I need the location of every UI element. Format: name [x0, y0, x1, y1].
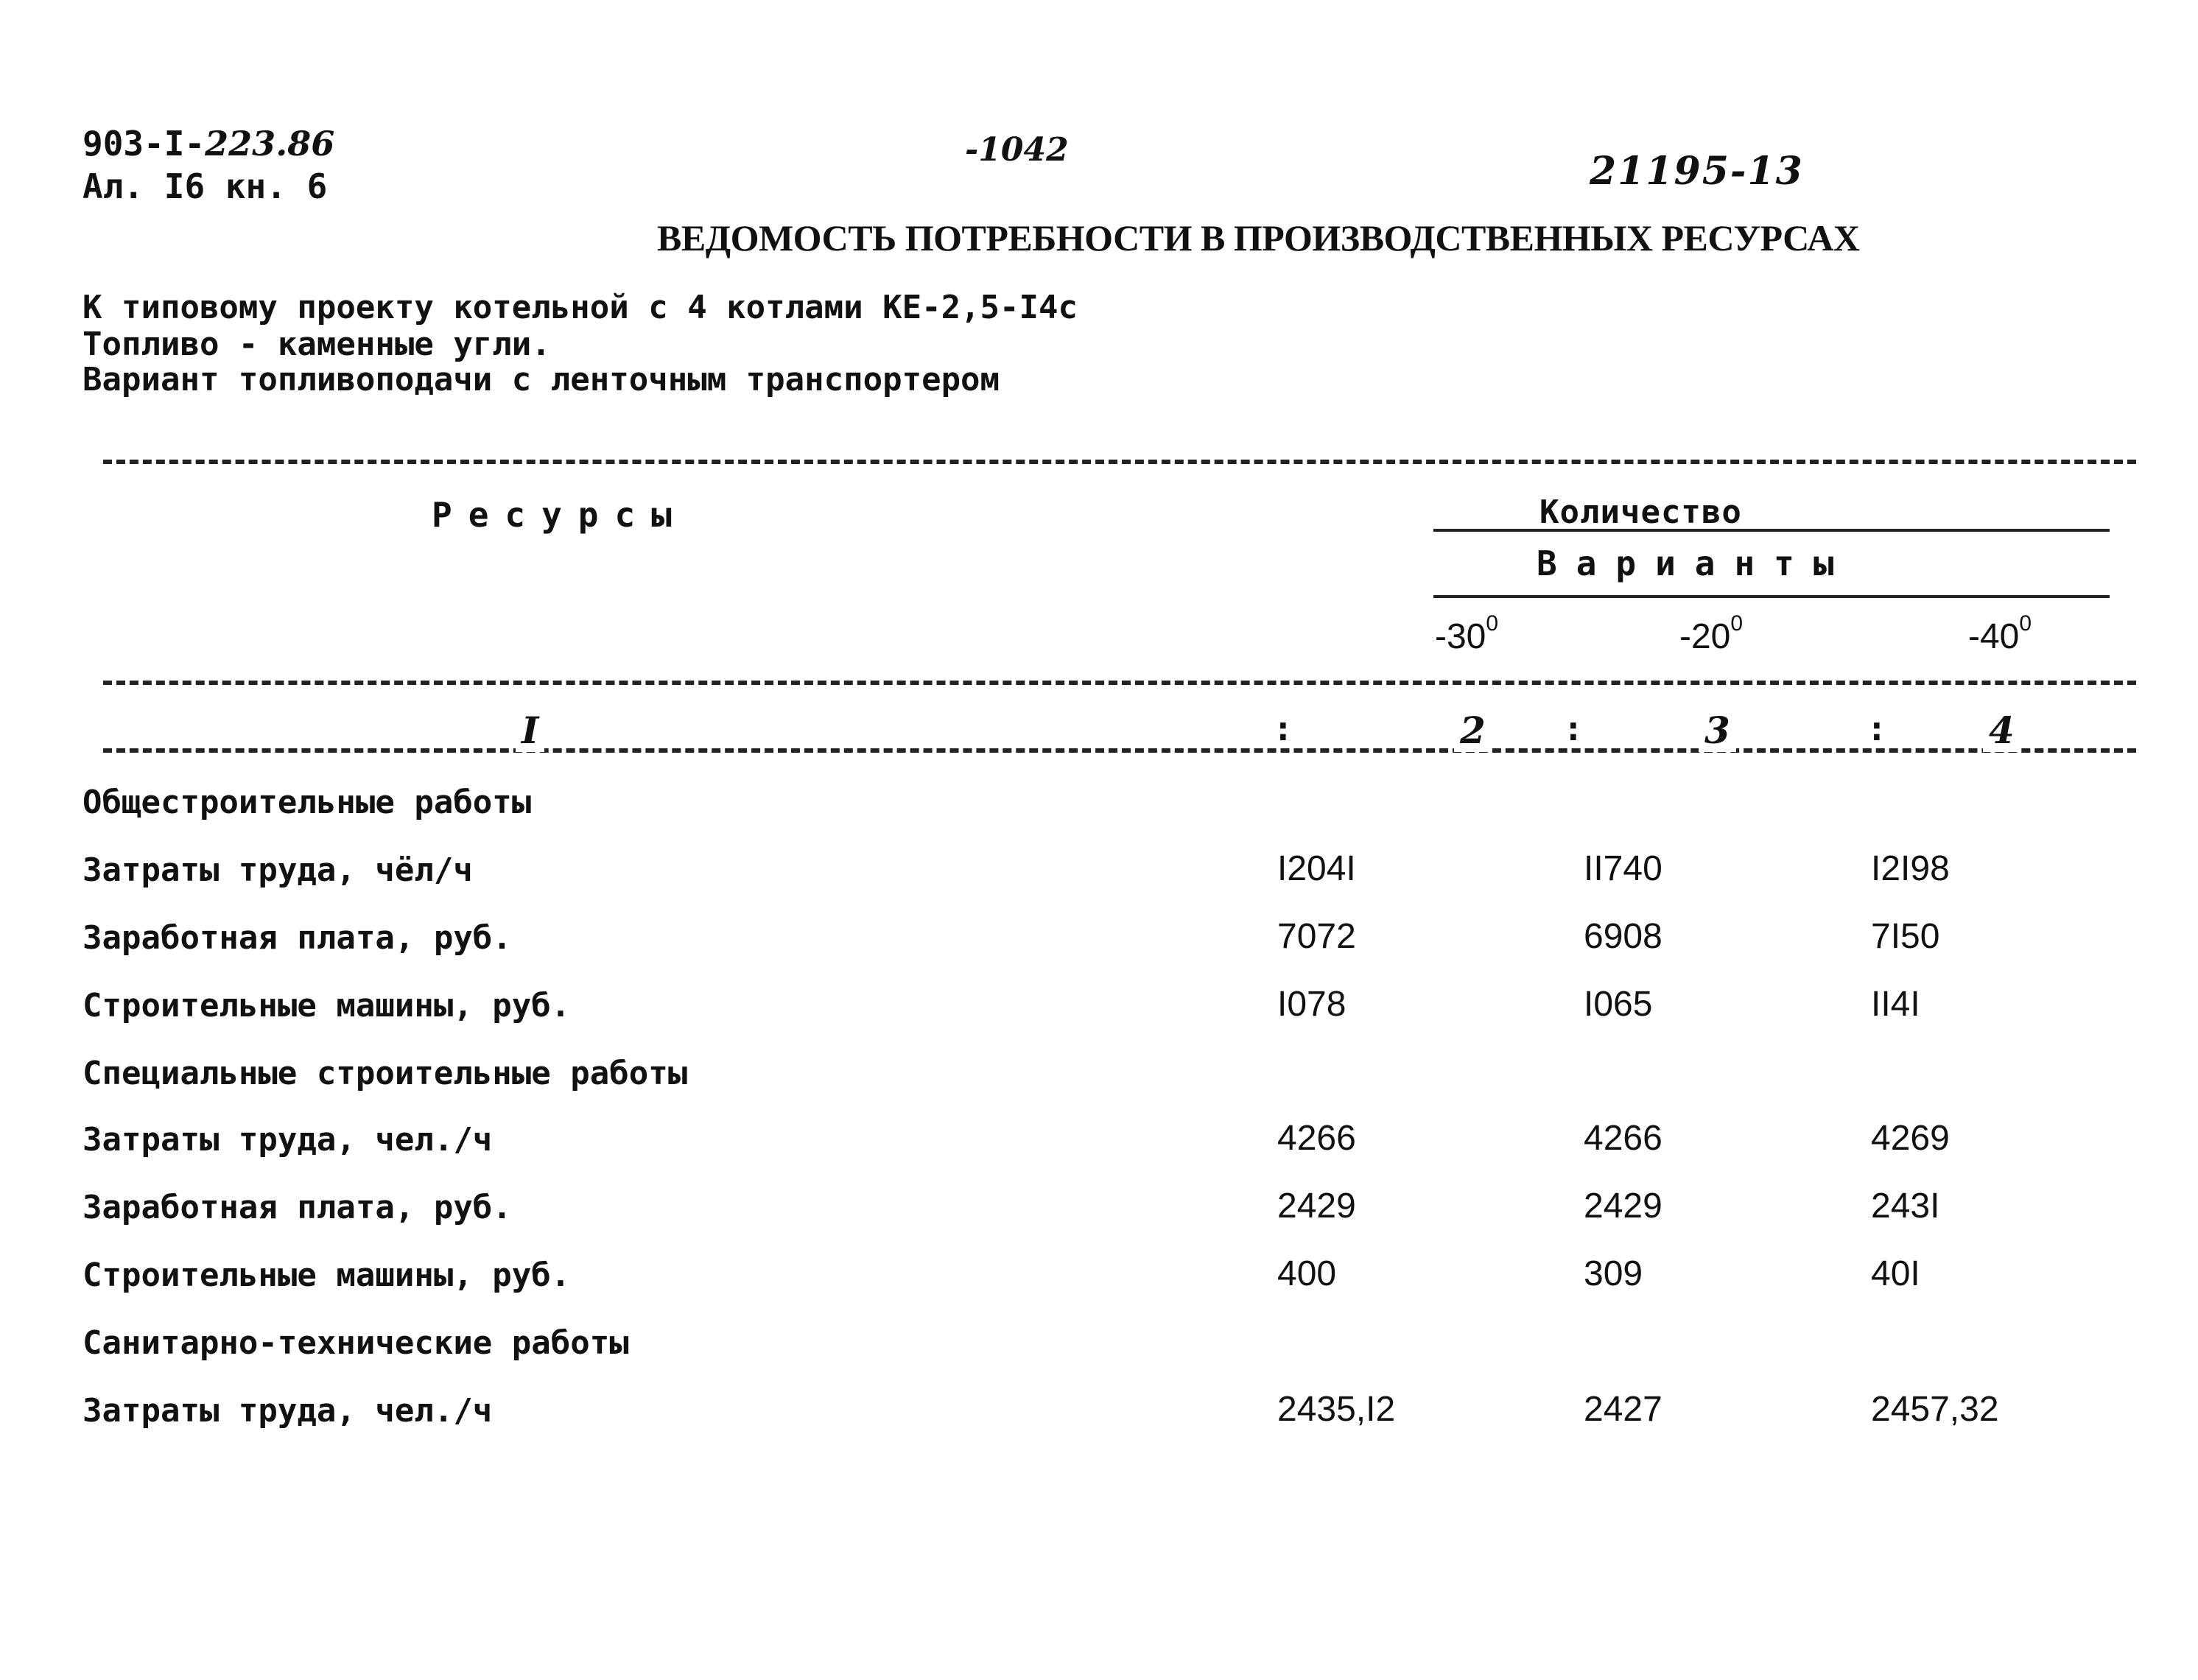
table-row-label: Строительные машины, руб.	[82, 987, 571, 1024]
table-cell: I2I98	[1871, 849, 1950, 888]
document-code	[82, 124, 334, 164]
table-cell: 2427	[1584, 1390, 1662, 1429]
table-cell: 4269	[1871, 1119, 1950, 1158]
table-row-label: Общестроительные работы	[82, 784, 532, 821]
header-variants: Варианты	[1537, 544, 1853, 583]
table-cell: 400	[1277, 1254, 1337, 1293]
table-cell: I204I	[1277, 849, 1356, 888]
table-cell: 6908	[1584, 917, 1662, 956]
column-separator-2: :	[1560, 709, 1587, 748]
table-row-label: Затраты труда, чел./ч	[82, 1121, 493, 1159]
document-title: ВЕДОМОСТЬ ПОТРЕБНОСТИ В ПРОИЗВОДСТВЕННЫХ РЕСУРСАХ	[657, 217, 1860, 259]
quantity-underline	[1433, 529, 2110, 532]
table-row-label: Заработная плата, руб.	[82, 1189, 512, 1226]
table-row-label: Заработная плата, руб.	[82, 919, 512, 957]
subtitle-line-2: Топливо - каменные угли.	[82, 326, 551, 363]
column-number-3: 3	[1699, 709, 1736, 752]
variant-temp-3: $-40^0$	[1968, 611, 2032, 656]
header-quantity: Количество	[1539, 493, 1742, 531]
variant-temp-1: $-30^0$	[1435, 611, 1499, 656]
document-code-handwritten: 223.86	[205, 124, 335, 164]
header-resources: Ресурсы	[432, 495, 688, 535]
table-row-label: Санитарно-технические работы	[82, 1324, 629, 1362]
variant-temp-2: $-20^0$	[1679, 611, 1744, 656]
column-separator-3: :	[1864, 709, 1890, 748]
table-cell: 2429	[1584, 1187, 1662, 1226]
sheet-number: 21195-13	[1590, 149, 1804, 194]
table-cell: 2435,I2	[1277, 1390, 1396, 1429]
table-row-label: Специальные строительные работы	[82, 1055, 688, 1092]
album-reference: Ал. I6 кн. 6	[82, 166, 328, 206]
column-numbers-rule	[103, 748, 2136, 753]
table-row-label: Затраты труда, чел./ч	[82, 1392, 493, 1430]
table-cell: 2429	[1277, 1187, 1356, 1226]
table-cell: 7I50	[1871, 917, 1940, 956]
table-cell: II4I	[1871, 985, 1920, 1024]
table-row-label: Затраты труда, чёл/ч	[82, 851, 473, 889]
table-cell: 40I	[1871, 1254, 1920, 1293]
table-top-rule	[103, 460, 2136, 464]
page-mark: -1042	[965, 131, 1069, 169]
variants-underline	[1433, 595, 2110, 598]
table-cell: 7072	[1277, 917, 1356, 956]
document-code-printed: 903-I-	[82, 124, 206, 164]
table-row-label: Строительные машины, руб.	[82, 1257, 571, 1294]
table-cell: I078	[1277, 985, 1346, 1024]
table-cell: 4266	[1584, 1119, 1662, 1158]
table-cell: 243I	[1871, 1187, 1940, 1226]
column-number-1: I	[516, 709, 544, 752]
table-cell: 2457,32	[1871, 1390, 1999, 1429]
subtitle-line-1: К типовому проекту котельной с 4 котлами КЕ-2,5-I4с	[82, 289, 1078, 326]
column-number-4: 4	[1983, 709, 2020, 752]
table-cell: 309	[1584, 1254, 1643, 1293]
table-cell: 4266	[1277, 1119, 1356, 1158]
subtitle-line-3: Вариант топливоподачи с ленточным транспортером	[82, 361, 1000, 398]
table-cell: II740	[1584, 849, 1662, 888]
column-separator-1: :	[1270, 709, 1296, 748]
table-cell: I065	[1584, 985, 1653, 1024]
column-number-2: 2	[1454, 709, 1492, 752]
table-header-rule	[103, 681, 2136, 685]
